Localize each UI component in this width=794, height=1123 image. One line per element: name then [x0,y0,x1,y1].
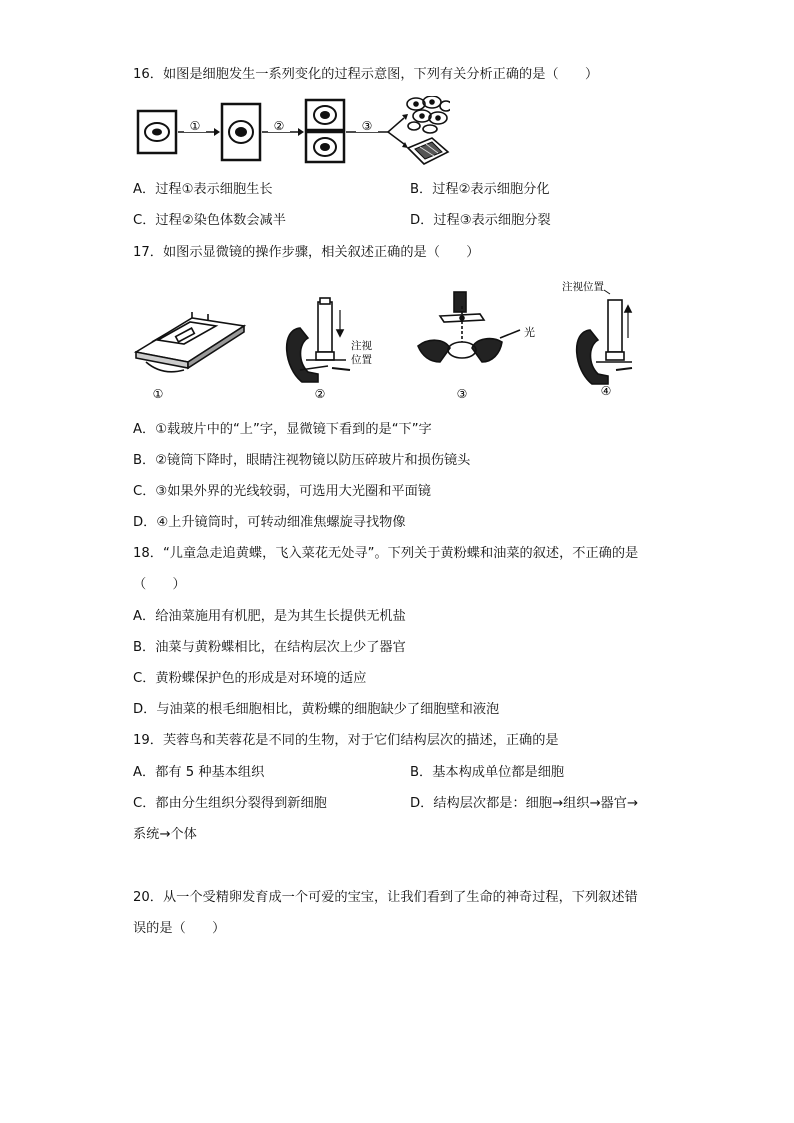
cell-1 [138,111,176,153]
q16-option-c: C．过程②染色体数会减半 [133,213,286,228]
slide-on-stage-illustration [136,312,244,372]
q16-option-b: B．过程②表示细胞分化 [410,182,550,197]
gaze-label-2: 注视 [351,340,372,352]
q19-option-c: C．都由分生组织分裂得到新细胞 [133,796,327,811]
q17-option-b: B．②镜筒下降时，眼睛注视物镜以防压碎玻片和损伤镜头 [133,453,471,468]
q17-option-a: A．①载玻片中的“上”字，显微镜下看到的是“下”字 [133,422,432,437]
q17-microscope-steps-figure [132,278,642,403]
q18-option-d: D．与油菜的根毛细胞相比，黄粉蝶的细胞缺少了细胞壁和液泡 [133,702,500,717]
step-1-label: ① [189,119,201,133]
q19-option-d-line2: 系统→个体 [133,827,197,842]
figure-label-4: ④ [600,384,612,398]
cell-2 [222,104,260,160]
q16-stem: 16．如图是细胞发生一系列变化的过程示意图，下列有关分析正确的是（ ） [133,67,599,82]
gaze-label-4: 注视位置 [562,281,604,293]
round-cell-cluster [407,96,450,133]
q19-option-d-line1: D．结构层次都是：细胞→组织→器官→ [410,796,638,811]
q17-option-c: C．③如果外界的光线较弱，可选用大光圈和平面镜 [133,484,431,499]
tissue-block [408,138,448,164]
microscope-raising-illustration [577,290,632,384]
microscope-lowering-illustration [287,298,350,382]
step-3-label: ③ [361,119,373,133]
figure-label-3: ③ [456,387,468,401]
q18-stem-line2: （ ） [133,577,186,592]
q19-stem: 19．芙蓉鸟和芙蓉花是不同的生物，对于它们结构层次的描述，正确的是 [133,733,559,748]
light-adjustment-illustration [418,292,520,362]
q18-option-b: B．油菜与黄粉蝶相比，在结构层次上少了器官 [133,640,406,655]
step-2-label: ② [273,119,285,133]
q18-stem-line1: 18．“儿童急走追黄蝶，飞入菜花无处寻”。下列关于黄粉蝶和油菜的叙述，不正确的是 [133,546,639,561]
q18-option-a: A．给油菜施用有机肥，是为其生长提供无机盐 [133,609,406,624]
q20-stem-line2: 误的是（ ） [133,921,226,936]
figure-label-1: ① [152,387,164,401]
q18-option-c: C．黄粉蝶保护色的形成是对环境的适应 [133,671,367,686]
gaze-label-2b: 位置 [351,354,372,366]
q17-stem: 17．如图示显微镜的操作步骤，相关叙述正确的是（ ） [133,245,480,260]
q19-option-a: A．都有 5 种基本组织 [133,765,265,780]
light-label: 光 [524,326,535,339]
divided-cells [306,100,344,162]
q20-stem-line1: 20．从一个受精卵发育成一个可爱的宝宝，让我们看到了生命的神奇过程，下列叙述错 [133,890,638,905]
q19-option-b: B．基本构成单位都是细胞 [410,765,565,780]
q16-cell-process-figure [132,96,450,166]
q16-option-a: A．过程①表示细胞生长 [133,182,273,197]
figure-label-2: ② [314,387,326,401]
q17-option-d: D．④上升镜筒时，可转动细准焦螺旋寻找物像 [133,515,406,530]
q16-option-d: D．过程③表示细胞分裂 [410,213,551,228]
